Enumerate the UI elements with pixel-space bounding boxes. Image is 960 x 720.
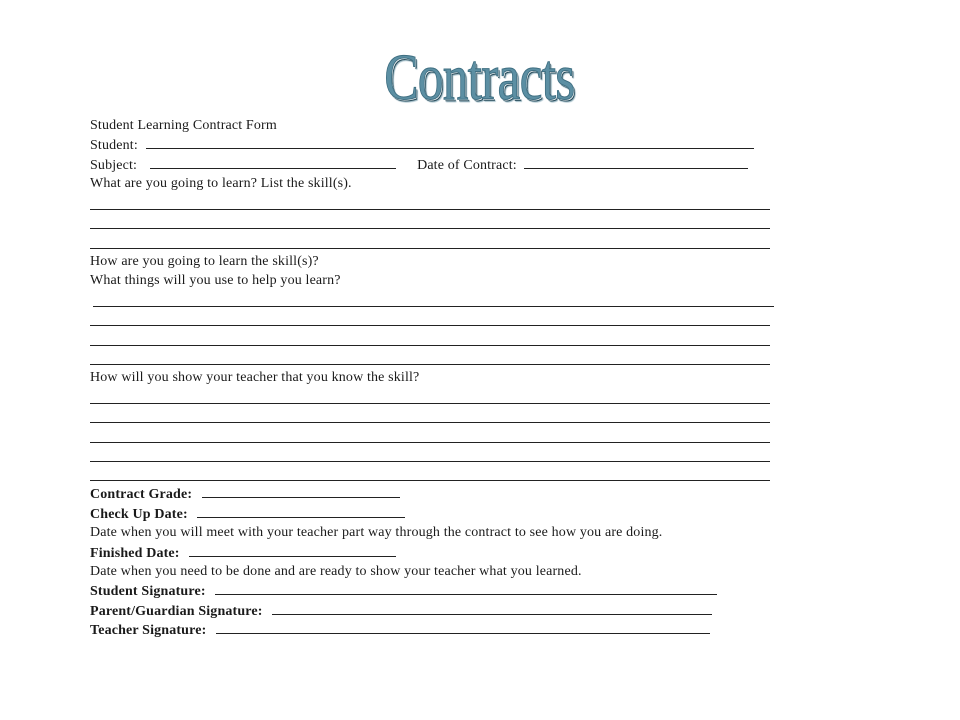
teacher-signature-label: Teacher Signature:	[90, 623, 207, 639]
answer-line[interactable]	[90, 213, 790, 232]
question-show: How will you show your teacher that you know the skill?	[90, 370, 420, 386]
date-of-contract-field[interactable]	[524, 155, 748, 169]
date-of-contract-label: Date of Contract	[417, 157, 513, 173]
question-how: How are you going to learn the skill(s)?	[90, 253, 319, 269]
answer-line[interactable]	[90, 329, 790, 348]
contract-grade-row	[90, 484, 790, 503]
parent-signature-field[interactable]	[272, 601, 712, 615]
answer-line[interactable]	[90, 426, 790, 445]
teacher-signature-row	[90, 620, 790, 639]
contract-grade-field[interactable]	[202, 484, 400, 498]
check-up-field[interactable]	[197, 504, 405, 518]
question-learn: What are you going to learn? List the skill(s).	[90, 176, 352, 192]
student-label: Student:	[90, 138, 138, 154]
subject-row	[90, 155, 790, 174]
answer-line[interactable]	[90, 291, 790, 310]
answer-line[interactable]	[90, 407, 790, 426]
contract-form	[90, 116, 790, 640]
answer-line[interactable]	[90, 465, 790, 484]
check-up-note: Date when you will meet with your teacher part way through the contract to see how you are doing.	[90, 525, 663, 541]
contract-grade-label: Contract Grade:	[90, 487, 193, 503]
student-field[interactable]	[146, 135, 754, 149]
subject-field[interactable]	[150, 155, 396, 169]
finished-field[interactable]	[189, 543, 396, 557]
form-heading: Student Learning Contract Form	[90, 118, 277, 133]
finished-row	[90, 543, 790, 562]
answer-line[interactable]	[90, 310, 790, 329]
parent-signature-label: Parent/Guardian Signature:	[90, 603, 263, 619]
page-title: Contracts	[384, 41, 575, 114]
answer-line[interactable]	[90, 349, 790, 368]
student-signature-label: Student Signature:	[90, 584, 206, 600]
finished-note: Date when you need to be done and are ready to show your teacher what you learned.	[90, 563, 582, 579]
student-signature-field[interactable]	[215, 581, 717, 595]
answer-line[interactable]	[90, 232, 790, 251]
answer-line[interactable]	[90, 446, 790, 465]
student-row	[90, 135, 790, 154]
parent-signature-row	[90, 601, 790, 620]
teacher-signature-field[interactable]	[216, 620, 710, 634]
date-of-contract-colon: :	[512, 157, 517, 173]
answer-line[interactable]	[90, 194, 790, 213]
subject-label: Subject:	[90, 157, 138, 173]
check-up-label: Check Up Date:	[90, 506, 188, 522]
answer-line[interactable]	[90, 387, 790, 406]
question-things: What things will you use to help you learn?	[90, 273, 341, 289]
check-up-row	[90, 504, 790, 523]
finished-label: Finished Date:	[90, 545, 180, 561]
student-signature-row	[90, 581, 790, 600]
